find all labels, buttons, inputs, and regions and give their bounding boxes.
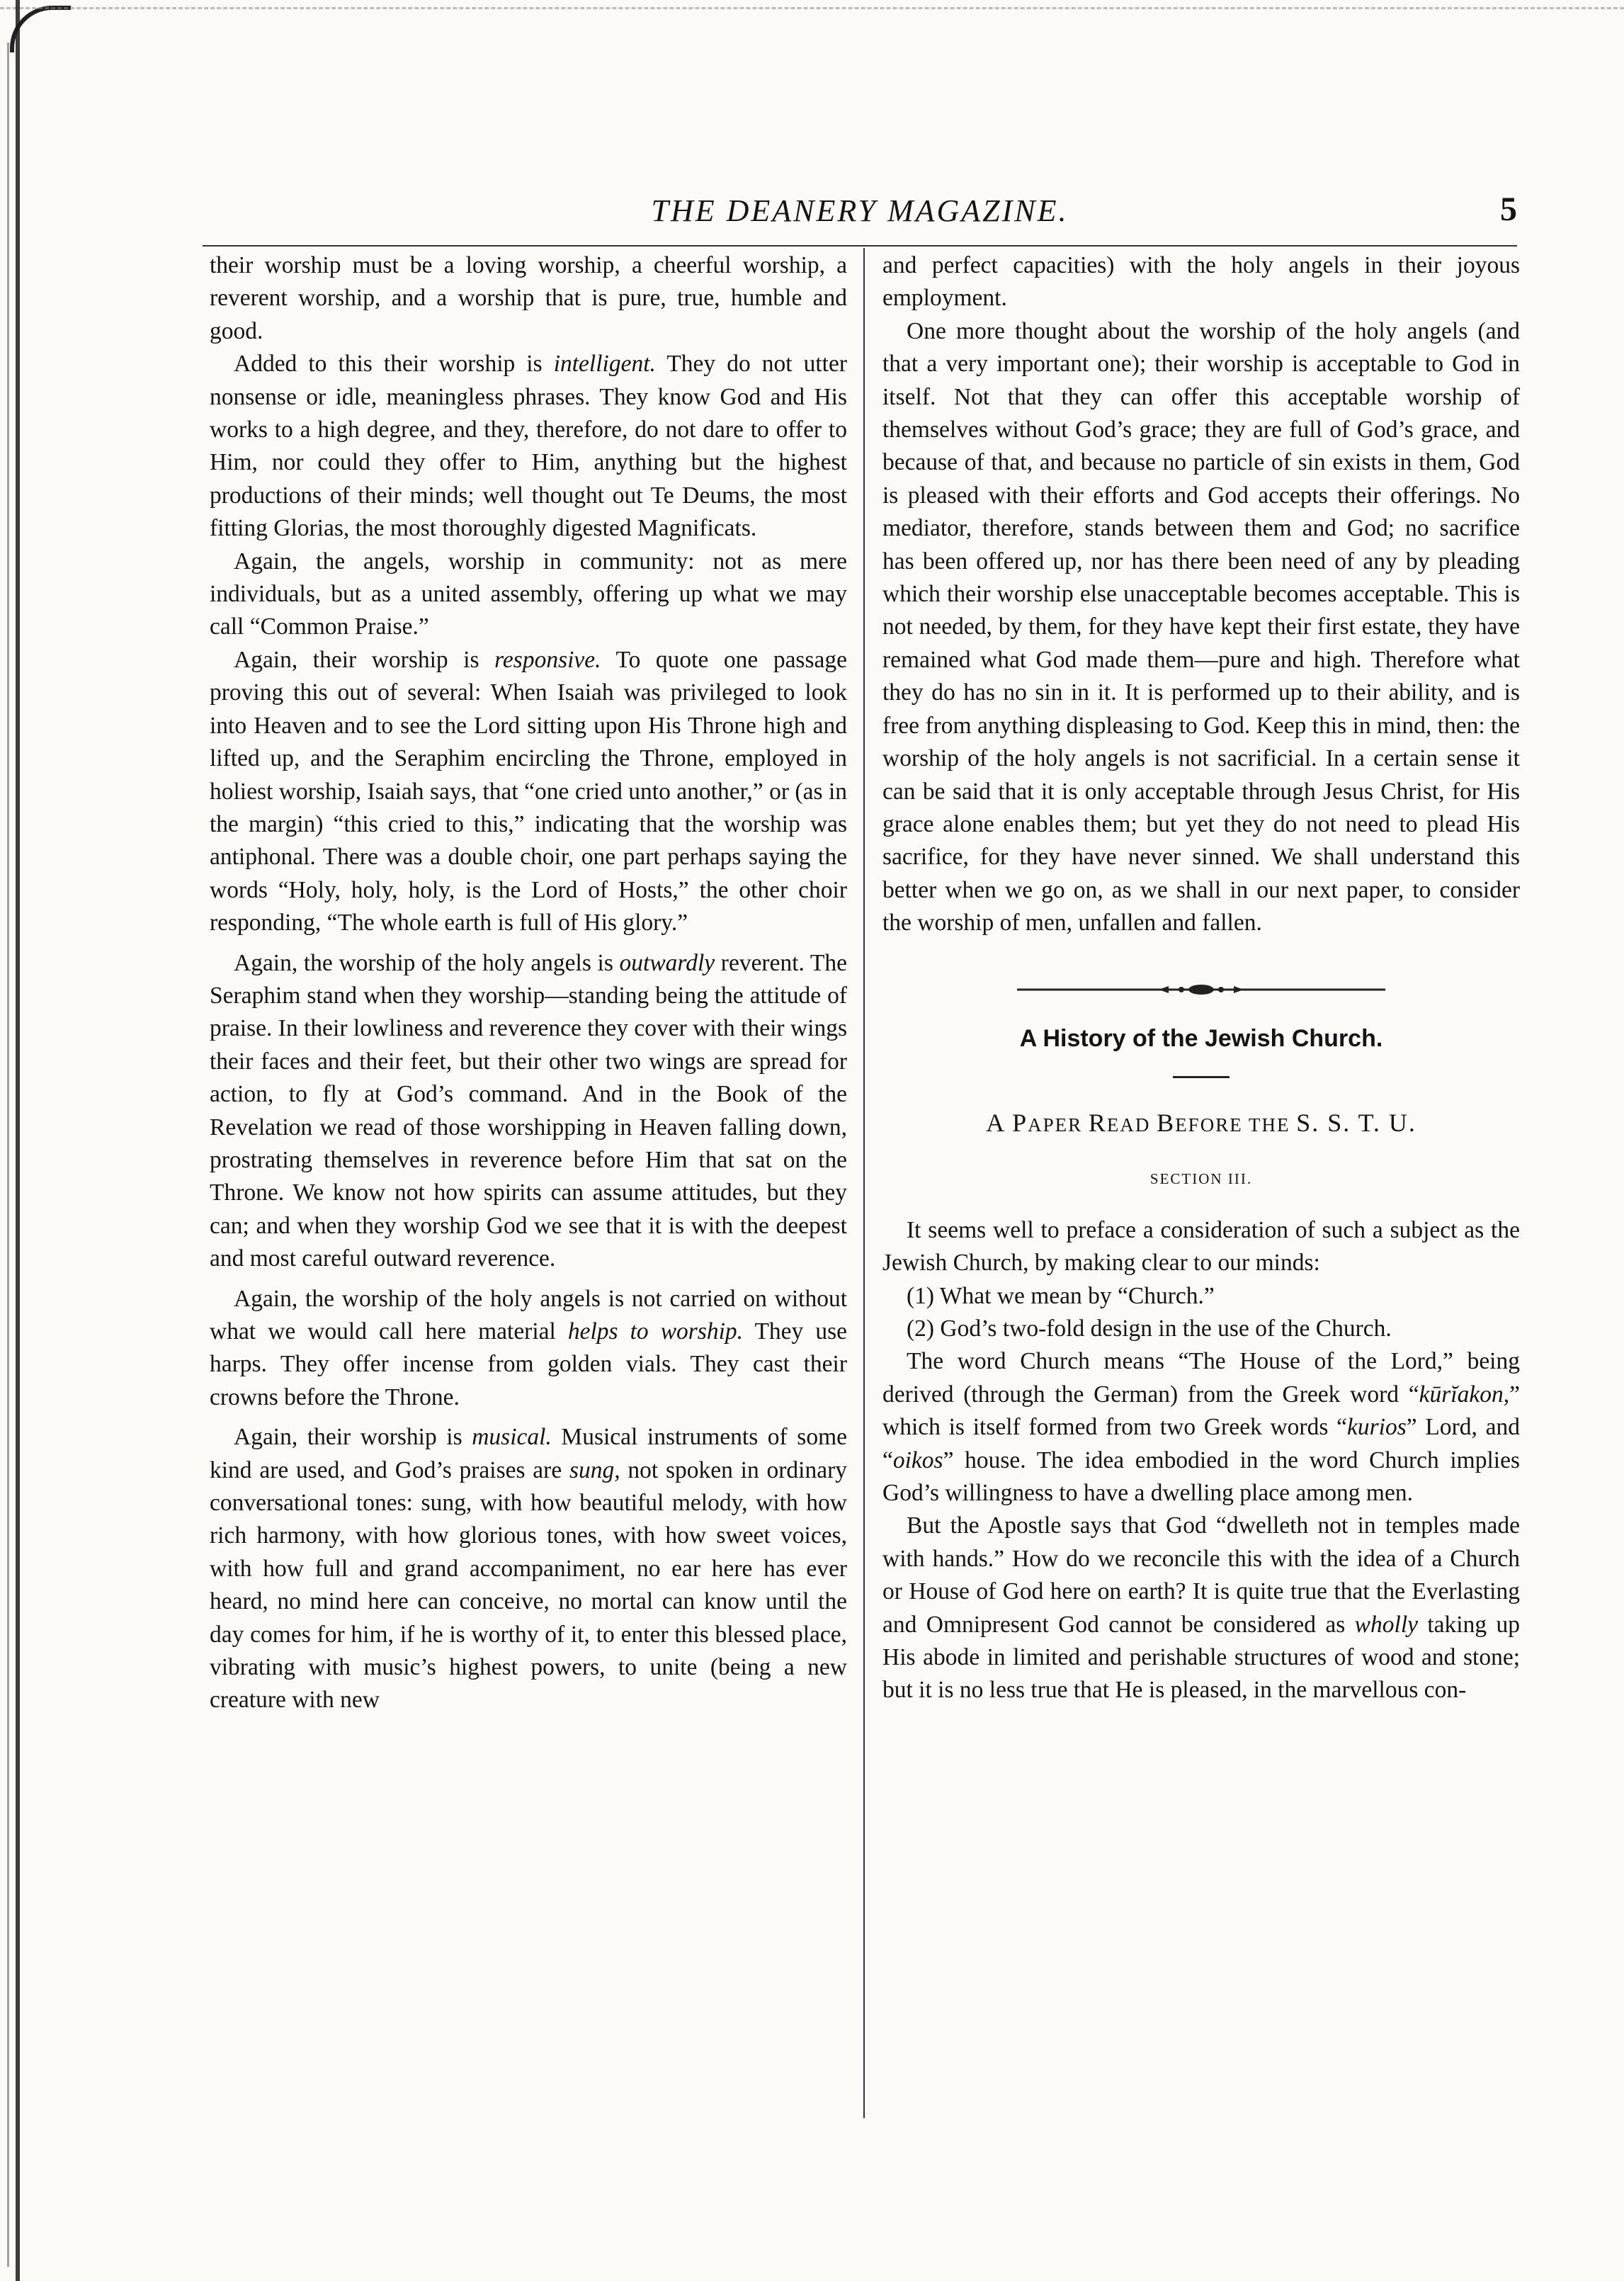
paragraph: It seems well to preface a consideration of such a subject as the Jewish Church, by making clear to our minds: (882, 1216, 1520, 1277)
column-divider (863, 248, 865, 2118)
header-rule (203, 245, 1517, 247)
paragraph: Again, the worship of the holy angels is outwardly reverent. The Seraphim stand when they worship—standing being the attitude of praise. In their lowliness and reverence they cover with their wings their faces and their feet, but their other two wings are spread for action, to fly at God’s command. And in the Book of the Revelation we read of those worshipping in Heaven falling down, prostrating themselves in reverence before Him that sat on the Throne. We know not how spirits can assume attitudes, but they can; and when they worship God we see that it is with the deepest and most careful outward reverence. (210, 949, 848, 1272)
paragraph: Added to this their worship is intelligent. They do not utter nonsense or idle, meaningless phrases. They know God and His works to a high degree, and they, therefore, do not dare to offer to Him, nor could they offer to Him, anything but the highest productions of their minds; well thought out Te Deums, the most fitting Glorias, the most thoroughly digested Magnificats. (210, 351, 847, 542)
paragraph: Again, the angels, worship in community: not as mere individuals, but as a united assembly, offering up what we may call “Common Praise.” (210, 548, 847, 640)
paragraph: Again, their worship is musical. Musical instruments of some kind are used, and God’s praises are sung, not spoken in ordinary conversational tones: sung, with how beautiful melody, with how rich harmony, with how glorious tones, with how sweet voices, with how full and grand accompaniment, no ear here has ever heard, no mind here can conceive, no mortal can know until the day comes for him, if he is worthy of it, to enter this blessed place, vibrating with music’s highest powers, to unite (being a new creature with new (210, 1424, 848, 1714)
scan-edge-binding (16, 0, 20, 2281)
paragraph: (2) God’s two-fold design in the use of the Church. (907, 1315, 1392, 1342)
paragraph: Again, their worship is responsive. To quote one passage proving this out of several: When Isaiah was privileged to look into Heaven and to see the Lord sitting upon His Throne high and lifted up, and the Seraphim encircling the Throne, employed in holiest worship, Isaiah says, that “one cried unto another,” or (as in the margin) “this cried to this,” indicating that the worship was antiphonal. There was a double choir, one part perhaps saying the words “Holy, holy, holy, is the Lord of Hosts,” the other choir responding, “The whole earth is full of His glory.” (210, 646, 847, 936)
paragraph: Again, the worship of the holy angels is not carried on without what we would call here material helps to worship. They use harps. They offer incense from golden vials. They cast their crowns before the Throne. (210, 1285, 847, 1410)
title-rule (1173, 1076, 1230, 1078)
paragraph: One more thought about the worship of the holy angels (and that a very important one); their worship is acceptable to God in itself. Not that they can offer this acceptable worship of themselves without God’s grace; they are full of God’s grace, and because of that, and because no particle of sin exists in them, God is pleased with their efforts and God accepts their offerings. No mediator, therefore, stands between them and God; no sacrifice has been offered up, nor has there been need of any by pleading which their worship else unacceptable becomes acceptable. This is not needed, by them, for they have kept their first estate, they have remained what God made them—pure and high. Therefore what they do has no sin in it. It is performed up to their ability, and is free from anything displeasing to God. Keep this in mind, then: the worship of the holy angels is not sacrificial. In a certain sense it can be said that it is only acceptable through Jesus Christ, for His grace alone enables them; but yet they do not need to plead His sacrifice, for they have never sinned. We shall understand this better when we go on, as we shall in our next paper, to consider the worship of men, unfallen and fallen. (882, 317, 1520, 936)
magazine-title: THE DEANERY MAGAZINE. (651, 193, 1069, 228)
article-title: A History of the Jewish Church. (1019, 1024, 1383, 1052)
paragraph: and perfect capacities) with the holy angels in their joyous employment. (882, 252, 1520, 312)
paragraph: (1) What we mean by “Church.” (907, 1282, 1215, 1309)
section-label: SECTION III. (1149, 1170, 1253, 1188)
page-number: 5 (1500, 191, 1517, 228)
section-ornament (882, 984, 1520, 995)
scan-edge-shadow (7, 43, 9, 2267)
left-column (210, 249, 847, 1717)
article-subtitle: A PAPER READ BEFORE THE S. S. T. U. (986, 1108, 1416, 1137)
paragraph: But the Apostle says that God “dwelleth not in temples made with hands.” How do we reconcile this with the idea of a Church or House of God here on earth? It is quite true that the Everlasting and Omnipresent God cannot be considered as wholly taking up His abode in limited and perishable structures of wood and stone; but it is no less true that He is pleased, in the marvellous con- (882, 1512, 1520, 1704)
paragraph: their worship must be a loving worship, a cheerful worship, a reverent worship, and a worship that is pure, true, humble and good. (210, 252, 847, 344)
paragraph: The word Church means “The House of the Lord,” being derived (through the German) from the Greek word “kūrĭakon,” which is itself formed from two Greek words “kurios” Lord, and “oikos” house. The idea embodied in the word Church implies God’s willingness to have a dwelling place among men. (882, 1348, 1520, 1506)
running-header (203, 188, 1517, 238)
right-column (882, 249, 1520, 1707)
ornament-rule-icon (1017, 984, 1385, 995)
scan-edge-top (0, 7, 1624, 9)
